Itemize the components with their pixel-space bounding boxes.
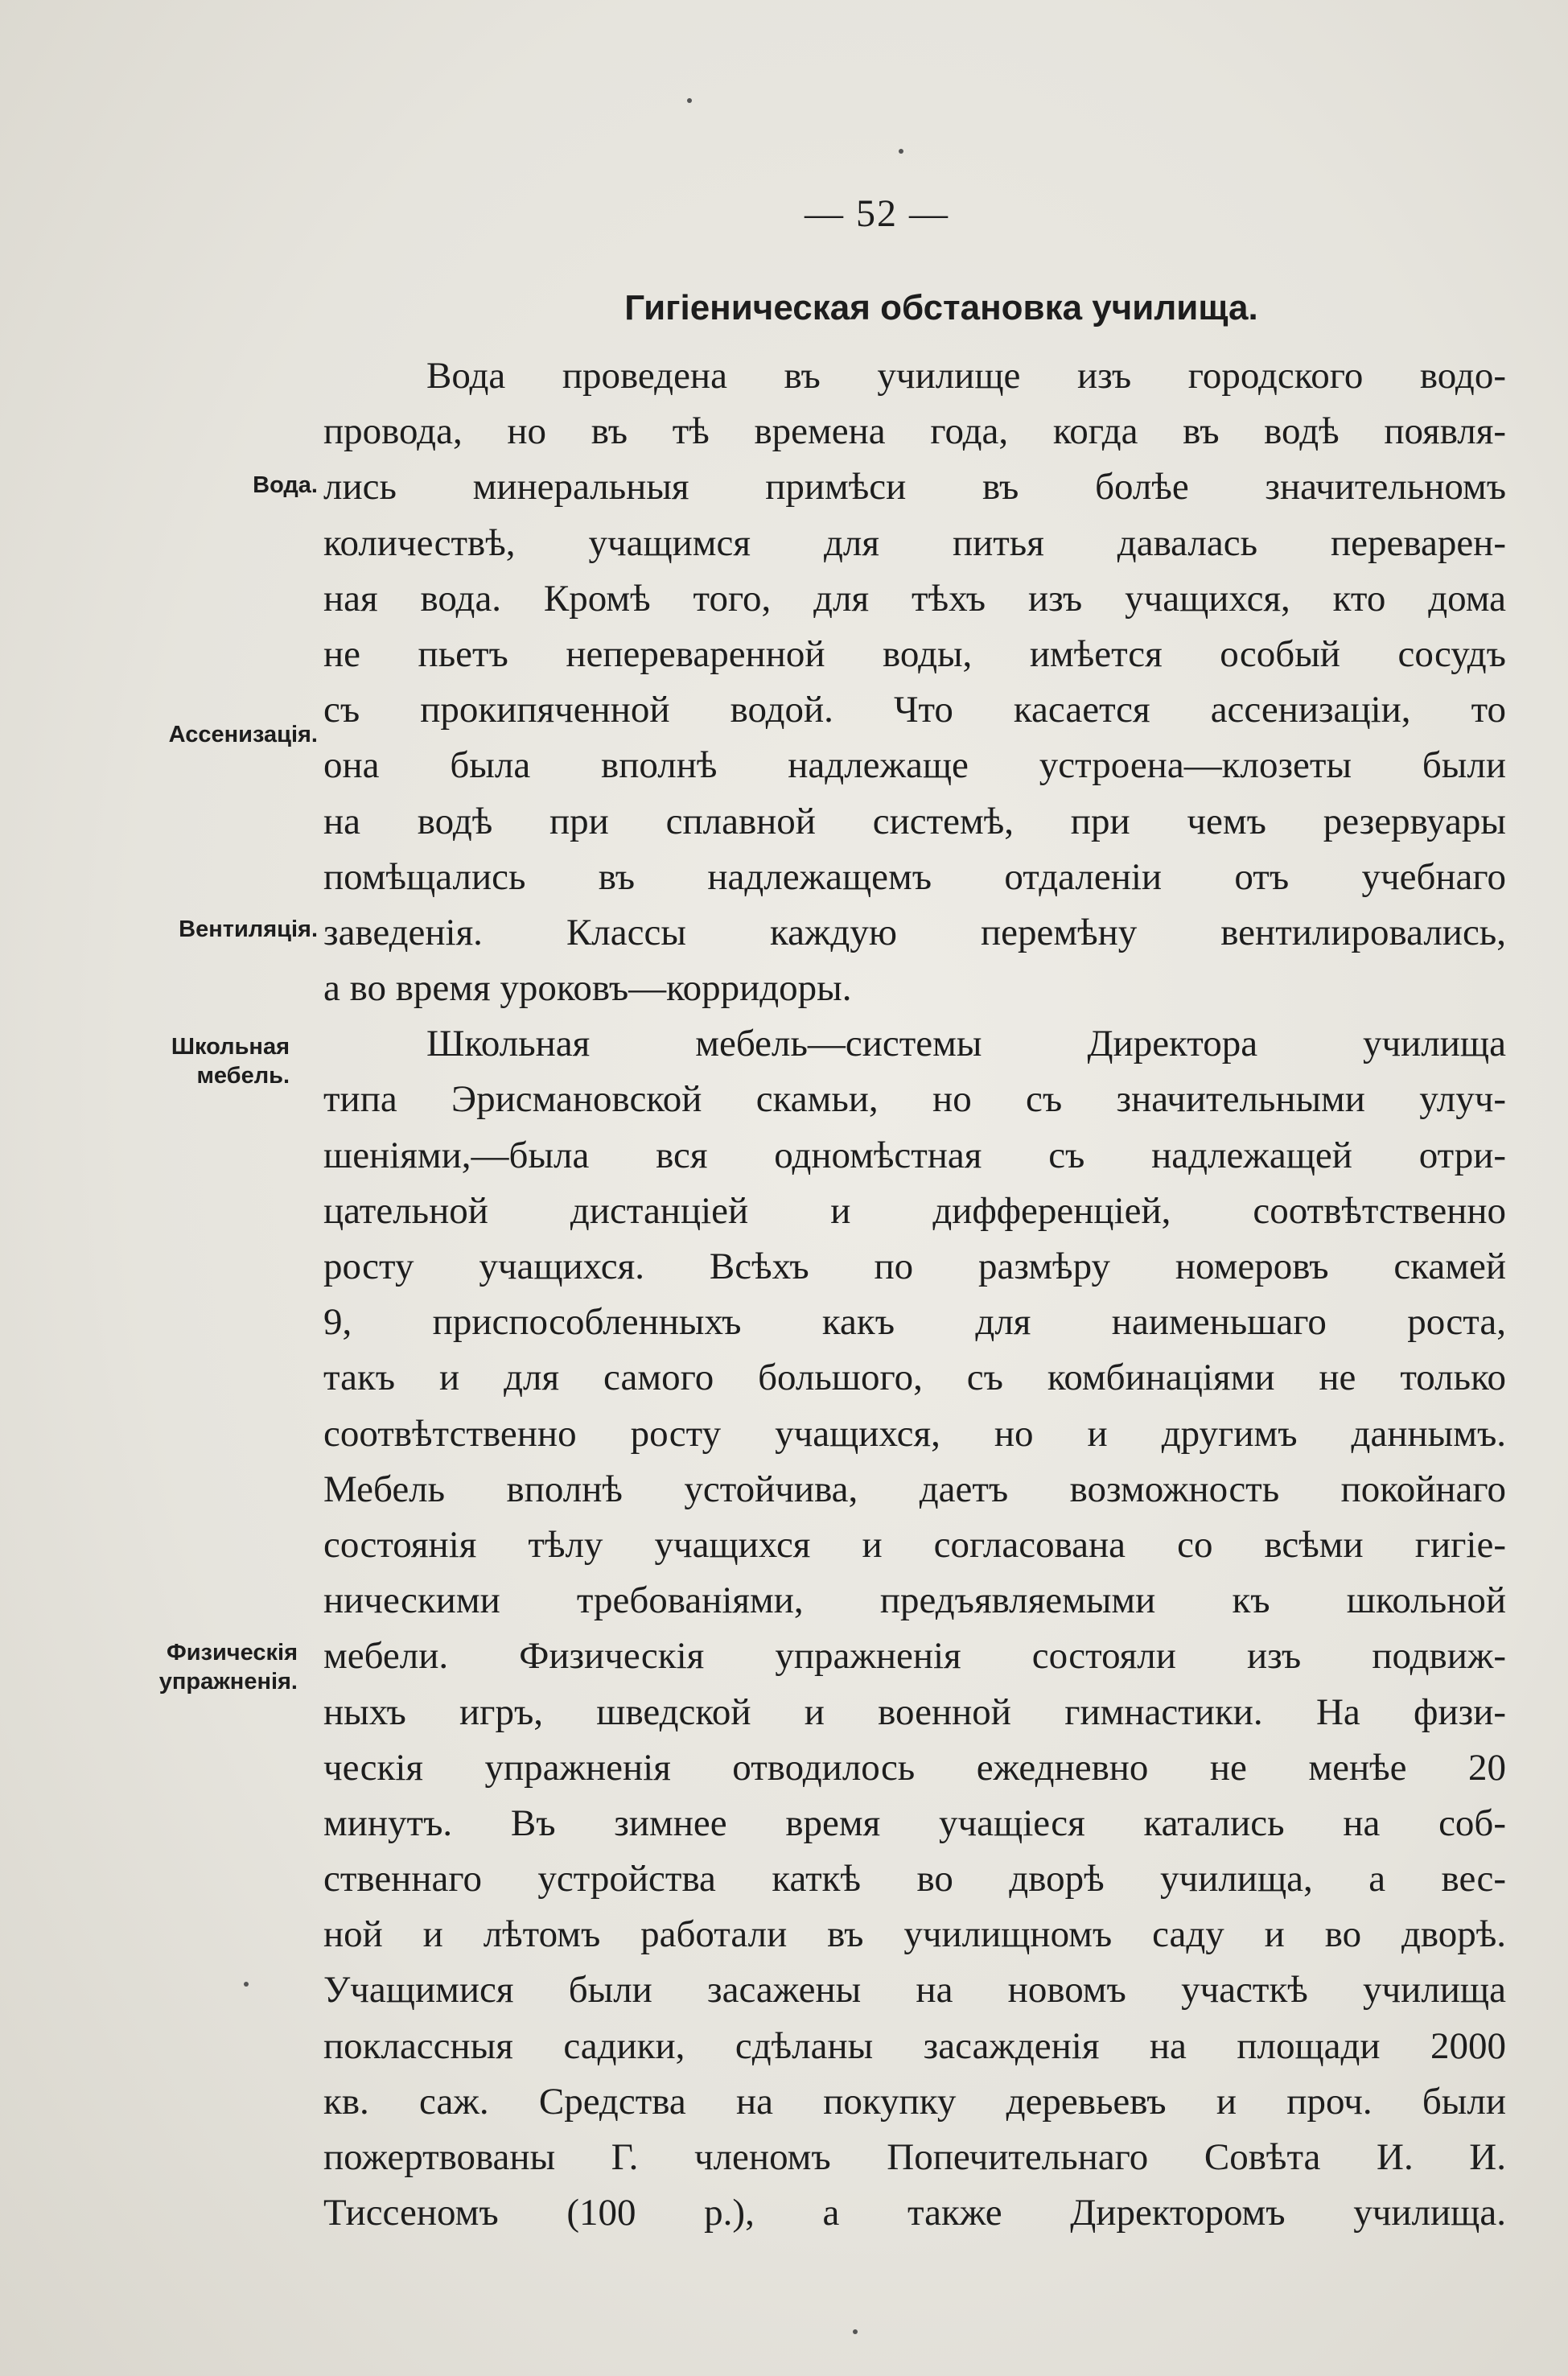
- margin-note-physical-exercises: Физическія упражненія.: [158, 1640, 298, 1694]
- paper-speck: [244, 1982, 249, 1987]
- text-line: цательной дистанціей и дифференціей, соотвѣтственно: [323, 1189, 1506, 1232]
- text-line: провода, но въ тѣ времена года, когда въ водѣ появля-: [323, 410, 1506, 453]
- section-title: Гигіеническая обстановка училища.: [624, 288, 1258, 327]
- text-line: съ прокипяченной водой. Что касается ассенизаціи, то: [323, 689, 1506, 731]
- text-line: ническими требованіями, предъявляемыми къ школьной: [323, 1579, 1506, 1622]
- text-line: ственнаго устройства каткѣ во дворѣ училища, а вес-: [323, 1858, 1506, 1900]
- text-line: Школьная мебель—системы Директора училища: [426, 1023, 1506, 1065]
- text-line: лись минеральныя примѣси въ болѣе значительномъ: [323, 466, 1506, 509]
- text-line: шеніями,—была вся одномѣстная съ надлежащей отри-: [323, 1134, 1506, 1176]
- margin-note-ventilation: Вентиляція.: [179, 916, 318, 942]
- text-line: пожертвованы Г. членомъ Попечительнаго Совѣта И. И.: [323, 2136, 1506, 2178]
- text-line: ныхъ игръ, шведской и военной гимнастики. На физи-: [323, 1690, 1506, 1733]
- text-line: состоянія тѣлу учащихся и согласована со всѣми гигіе-: [323, 1523, 1506, 1566]
- margin-note-sanitation: Ассенизація.: [168, 722, 318, 747]
- paper-speck: [853, 2329, 858, 2334]
- text-line: Вода проведена въ училище изъ городского водо-: [426, 355, 1506, 397]
- text-line: заведенія. Классы каждую перемѣну вентилировались,: [323, 911, 1506, 953]
- text-line: ческія упражненія отводилось ежедневно не менѣе 20: [323, 1746, 1506, 1789]
- text-line: Мебель вполнѣ устойчива, даетъ возможность покойнаго: [323, 1468, 1506, 1510]
- page-number: — 52 —: [805, 192, 949, 235]
- paper-speck: [899, 149, 903, 154]
- body-text: [323, 348, 1506, 2241]
- text-line: поклассныя садики, сдѣланы засажденія на площади 2000: [323, 2024, 1506, 2067]
- text-line: 9, приспособленныхъ какъ для наименьшаго роста,: [323, 1301, 1506, 1344]
- text-line: Тиссеномъ (100 р.), а также Директоромъ училища.: [323, 2192, 1506, 2234]
- margin-note-water: Вода.: [253, 472, 318, 498]
- text-line: ной и лѣтомъ работали въ училищномъ саду и во дворѣ.: [323, 1913, 1506, 1956]
- text-line: Учащимися были засажены на новомъ участкѣ училища: [323, 1969, 1506, 2012]
- text-line: минутъ. Въ зимнее время учащіеся катались на соб-: [323, 1802, 1506, 1844]
- text-line: количествѣ, учащимся для питья давалась переварен-: [323, 521, 1506, 564]
- text-line: помѣщались въ надлежащемъ отдаленіи отъ учебнаго: [323, 855, 1506, 898]
- text-line: соотвѣтственно росту учащихся, но и другимъ даннымъ.: [323, 1412, 1506, 1455]
- margin-note-school-furniture: Школьная мебель.: [171, 1034, 290, 1089]
- text-line: ная вода. Кромѣ того, для тѣхъ изъ учащихся, кто дома: [323, 577, 1506, 620]
- text-line: не пьетъ непереваренной воды, имѣется особый сосудъ: [323, 632, 1506, 675]
- text-line: мебели. Физическія упражненія состояли изъ подвиж-: [323, 1635, 1506, 1678]
- text-line: на водѣ при сплавной системѣ, при чемъ резервуары: [323, 800, 1506, 842]
- paper-speck: [687, 98, 692, 103]
- text-line: кв. саж. Средства на покупку деревьевъ и проч. были: [323, 2080, 1506, 2123]
- text-line: а во время уроковъ—корридоры.: [323, 967, 852, 1010]
- text-line: такъ и для самого большого, съ комбинаціями не только: [323, 1357, 1506, 1399]
- text-line: типа Эрисмановской скамьи, но съ значительными улуч-: [323, 1078, 1506, 1121]
- text-line: росту учащихся. Всѣхъ по размѣру номеровъ скамей: [323, 1246, 1506, 1287]
- text-line: она была вполнѣ надлежаще устроена—клозеты были: [323, 744, 1506, 787]
